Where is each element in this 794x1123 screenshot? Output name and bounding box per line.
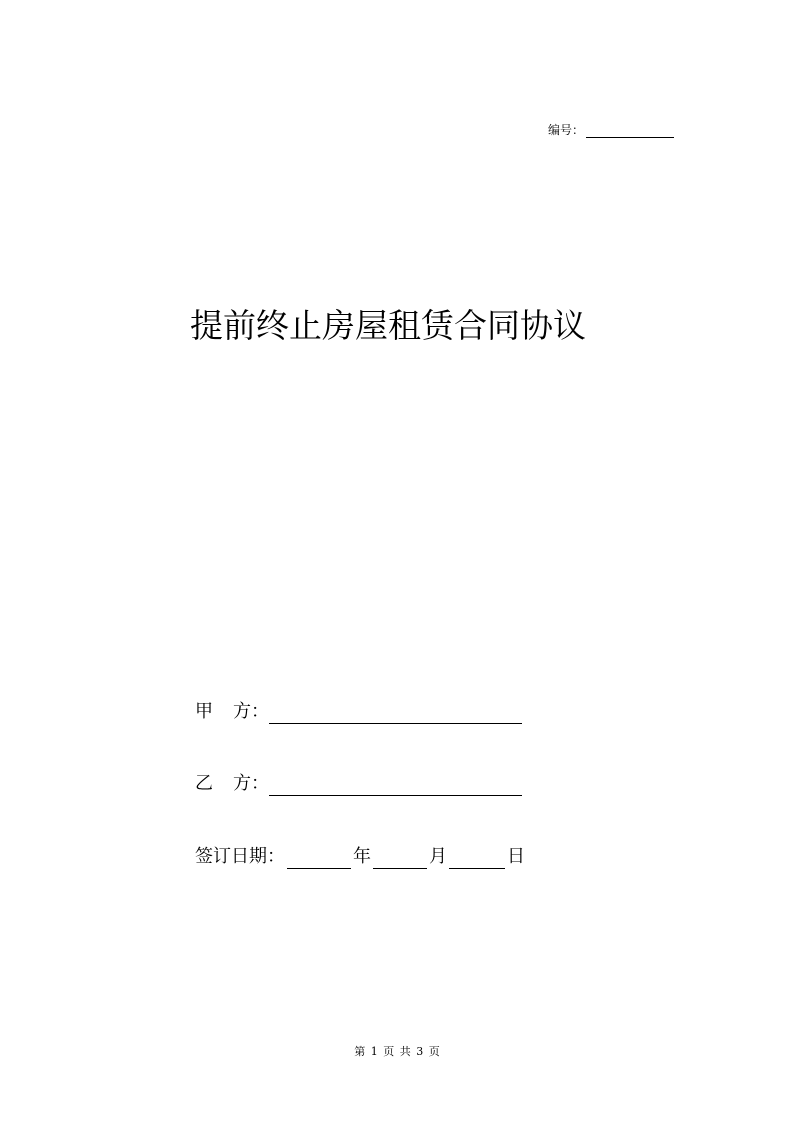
year-unit: 年 (353, 846, 371, 867)
party-a-label: 甲 方： (195, 701, 269, 722)
document-number-label: 编号： (548, 123, 585, 137)
document-number-blank[interactable] (586, 124, 674, 138)
party-a-field (195, 700, 522, 724)
party-b-label: 乙 方： (195, 773, 269, 794)
sign-date-label: 签订日期： (195, 846, 285, 867)
sign-month-blank[interactable] (373, 850, 427, 869)
sign-day-blank[interactable] (449, 850, 505, 869)
party-b-blank[interactable] (269, 777, 522, 796)
document-title: 提前终止房屋租赁合同协议 (190, 306, 586, 345)
day-unit: 日 (507, 846, 525, 867)
document-number (548, 122, 674, 138)
party-a-blank[interactable] (269, 705, 522, 724)
page-footer: 第 1 页 共 3 页 (354, 1045, 440, 1058)
sign-year-blank[interactable] (287, 850, 351, 869)
party-b-field (195, 772, 522, 796)
sign-date-field (195, 845, 525, 869)
month-unit: 月 (429, 846, 447, 867)
